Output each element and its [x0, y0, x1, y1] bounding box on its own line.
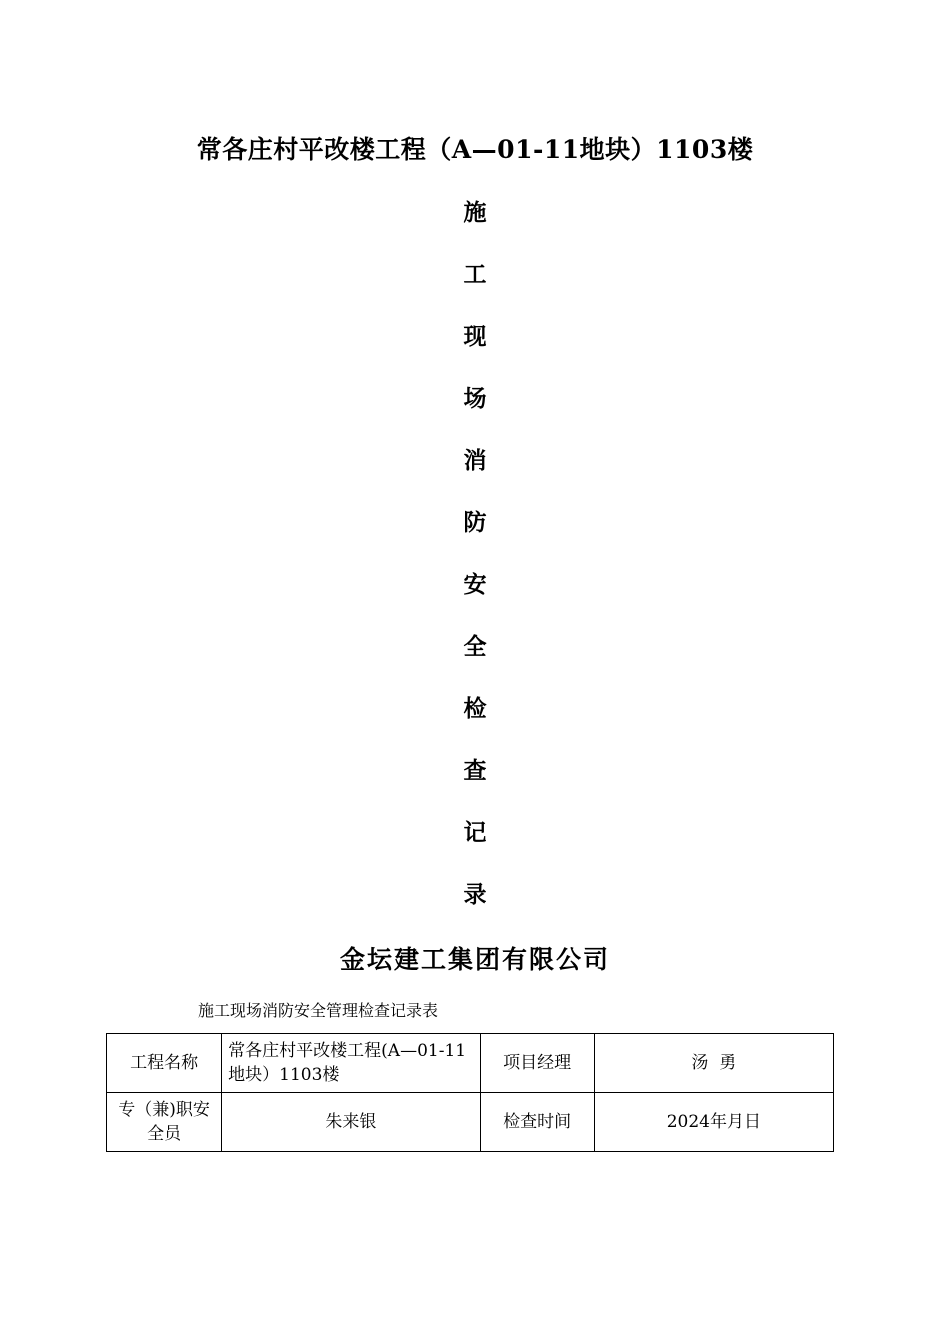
document-title-vertical — [0, 196, 950, 940]
title-char: 消 — [463, 447, 487, 474]
title-char: 施 — [463, 199, 487, 226]
title-char: 安 — [463, 571, 487, 598]
title-char: 现 — [463, 323, 487, 350]
title-char: 防 — [463, 509, 487, 536]
table-row — [107, 1093, 834, 1152]
title-char: 场 — [463, 385, 487, 412]
title-char: 工 — [463, 261, 487, 288]
inspection-time-label: 检查时间 — [480, 1093, 594, 1152]
project-manager-label: 项目经理 — [480, 1034, 594, 1093]
project-title: 常各庄村平改楼工程（A—01-11地块）1103楼 — [196, 135, 754, 164]
title-char: 记 — [463, 819, 487, 846]
title-char: 全 — [463, 633, 487, 660]
project-name-value: 常各庄村平改楼工程(A—01-11地块）1103楼 — [222, 1034, 480, 1093]
title-char: 录 — [463, 881, 487, 908]
project-name-label: 工程名称 — [107, 1034, 222, 1093]
title-char: 查 — [463, 757, 487, 784]
table-caption: 施工现场消防安全管理检查记录表 — [198, 1001, 439, 1020]
project-manager-value: 汤 勇 — [594, 1034, 833, 1093]
inspection-time-value: 2024年月日 — [594, 1093, 833, 1152]
inspection-record-table — [106, 1033, 834, 1152]
title-char: 检 — [463, 695, 487, 722]
safety-officer-label: 专（兼)职安全员 — [107, 1093, 222, 1152]
table-row — [107, 1034, 834, 1093]
company-name: 金坛建工集团有限公司 — [339, 945, 610, 974]
safety-officer-value: 朱来银 — [222, 1093, 480, 1152]
